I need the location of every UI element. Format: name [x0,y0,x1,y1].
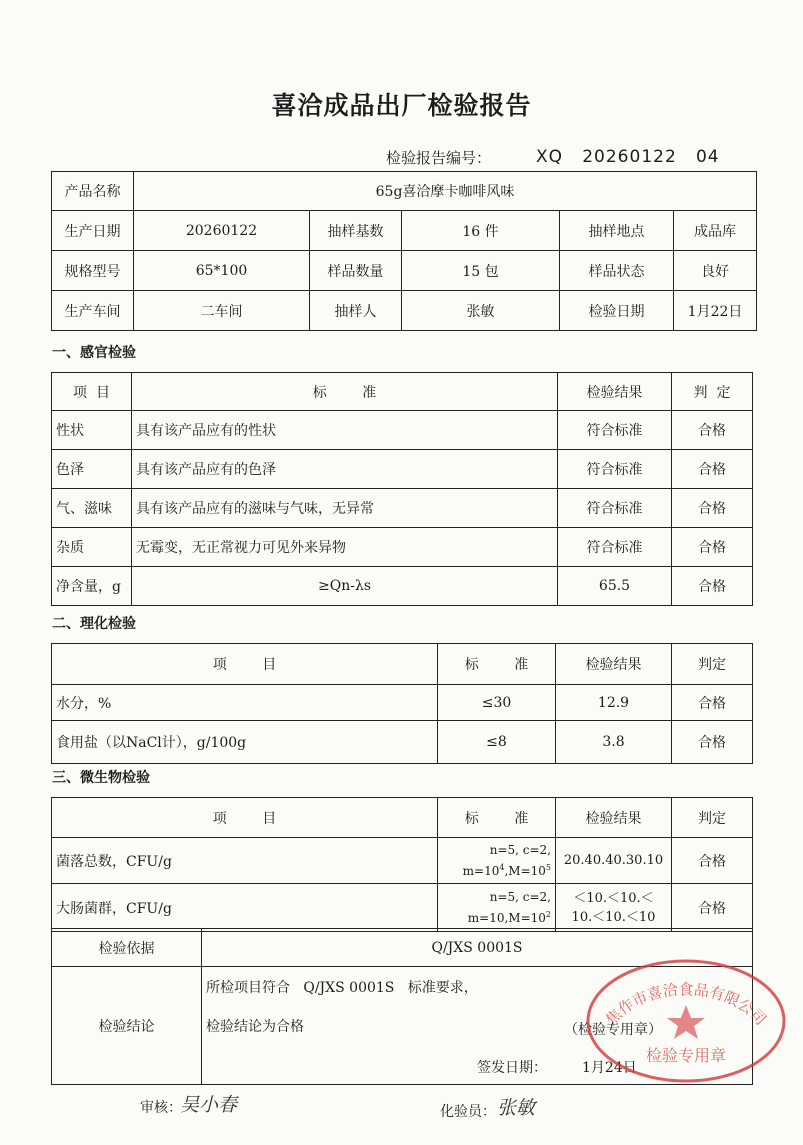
physchem-item: 食用盐（以NaCl计），g/100g [52,721,438,764]
micro-item: 大肠菌群，CFU/g [52,884,438,932]
micro-result-line2: 10.＜10.＜10 [571,909,656,925]
basis-value: Q/JXS 0001S [202,929,753,967]
sensory-result: 符合标准 [558,528,672,567]
product-info-table [51,171,757,331]
issue-date-label: 签发日期： [477,1060,547,1076]
workshop-value: 二车间 [134,291,310,331]
header-verdict: 判 定 [672,373,753,411]
physchem-item: 水分，% [52,685,438,721]
micro-standard-line2 [442,906,551,927]
sensory-standard: 无霉变，无正常视力可见外来异物 [132,528,558,567]
micro-M: ,M=10 [504,863,546,878]
header-standard: 标 准 [132,373,558,411]
sensory-verdict: 合格 [672,489,753,528]
micro-M-exp: 5 [545,862,551,872]
sensory-standard: 具有该产品应有的滋味与气味，无异常 [132,489,558,528]
sample-place-value: 成品库 [674,211,757,251]
seal-note: （检验专用章） [564,1022,662,1038]
header-item: 项 目 [52,373,132,411]
prod-date-label: 生产日期 [52,211,134,251]
sample-base-label: 抽样基数 [310,211,402,251]
header-standard: 标 准 [438,644,556,685]
stamp-company-text: 焦作市喜洽食品有限公司 [602,980,770,1029]
section-title-physchem: 二、理化检验 [52,616,136,632]
section-title-sensory: 一、感官检验 [52,345,136,361]
sensory-result: 符合标准 [558,450,672,489]
physchem-standard: ≤30 [438,685,556,721]
star-icon [667,1005,705,1039]
sampler-value: 张敏 [402,291,560,331]
chemist-label: 化验员： [440,1104,496,1120]
physchem-table [51,643,753,764]
header-result: 检验结果 [556,798,672,838]
insp-date-value: 1月22日 [674,291,757,331]
physchem-verdict: 合格 [672,685,753,721]
report-number-label: 检验报告编号： [386,149,492,167]
conclusion-line1: 所检项目符合 Q/JXS 0001S 标准要求， [206,980,478,996]
sensory-standard: 具有该产品应有的色泽 [132,450,558,489]
micro-M-exp: 2 [545,909,551,919]
physchem-result: 3.8 [556,721,672,764]
sensory-verdict: 合格 [672,450,753,489]
micro-table [51,797,753,932]
workshop-label: 生产车间 [52,291,134,331]
sample-state-label: 样品状态 [560,251,674,291]
sensory-standard: 具有该产品应有的性状 [132,411,558,450]
chemist-signature: 张敏 [497,1097,536,1119]
sample-place-label: 抽样地点 [560,211,674,251]
micro-standard [438,884,556,932]
spec-value: 65*100 [134,251,310,291]
header-result: 检验结果 [558,373,672,411]
micro-result: 20.40.40.30.10 [556,838,672,884]
header-item: 项 目 [52,798,438,838]
micro-verdict: 合格 [672,884,753,932]
section-title-micro: 三、微生物检验 [52,770,150,786]
sample-state-value: 良好 [674,251,757,291]
sensory-item: 杂质 [52,528,132,567]
sensory-item: 净含量，g [52,567,132,606]
sensory-verdict: 合格 [672,528,753,567]
micro-verdict: 合格 [672,838,753,884]
sensory-item: 色泽 [52,450,132,489]
sampler-label: 抽样人 [310,291,402,331]
basis-label: 检验依据 [52,929,202,967]
product-name-value: 65g喜洽摩卡咖啡风味 [134,172,757,211]
physchem-result: 12.9 [556,685,672,721]
report-number: XQ 20260122 04 [536,147,720,167]
header-verdict: 判定 [672,644,753,685]
micro-standard-line1: n=5, c=2, [489,889,551,904]
sensory-verdict: 合格 [672,411,753,450]
sensory-item: 性状 [52,411,132,450]
sensory-result: 符合标准 [558,489,672,528]
sensory-result: 65.5 [558,567,672,606]
micro-m-exp: 4 [499,862,505,872]
header-verdict: 判定 [672,798,753,838]
micro-standard-line1: n=5, c=2, [489,842,551,857]
reviewer-label: 审核： [140,1100,182,1116]
micro-result [556,884,672,932]
physchem-verdict: 合格 [672,721,753,764]
sample-base-value: 16 件 [402,211,560,251]
physchem-standard: ≤8 [438,721,556,764]
micro-standard [438,838,556,884]
prod-date-value: 20260122 [134,211,310,251]
sensory-table [51,372,753,606]
header-item: 项 目 [52,644,438,685]
sensory-verdict: 合格 [672,567,753,606]
sensory-standard: ≥Qn-λs [132,567,558,606]
sample-qty-label: 样品数量 [310,251,402,291]
insp-date-label: 检验日期 [560,291,674,331]
sensory-result: 符合标准 [558,411,672,450]
header-standard: 标 准 [438,798,556,838]
micro-m: m=10 [462,863,500,878]
micro-m: m=10,M=10 [467,910,546,925]
issue-date-value: 1月24日 [582,1060,637,1076]
sensory-item: 气、滋味 [52,489,132,528]
micro-standard-line2 [442,859,551,880]
micro-item: 菌落总数，CFU/g [52,838,438,884]
spec-label: 规格型号 [52,251,134,291]
micro-result-line1: ＜10.＜10.＜ [573,890,654,906]
conclusion-label: 检验结论 [52,967,202,1085]
stamp-center-text: 检验专用章 [645,1046,727,1065]
product-name-label: 产品名称 [52,172,134,211]
header-result: 检验结果 [556,644,672,685]
reviewer-signature: 吴小春 [180,1094,238,1116]
report-title: 喜洽成品出厂检验报告 [271,91,532,120]
sample-qty-value: 15 包 [402,251,560,291]
inspection-stamp [582,955,787,1085]
conclusion-line2: 检验结论为合格 [206,1019,304,1035]
